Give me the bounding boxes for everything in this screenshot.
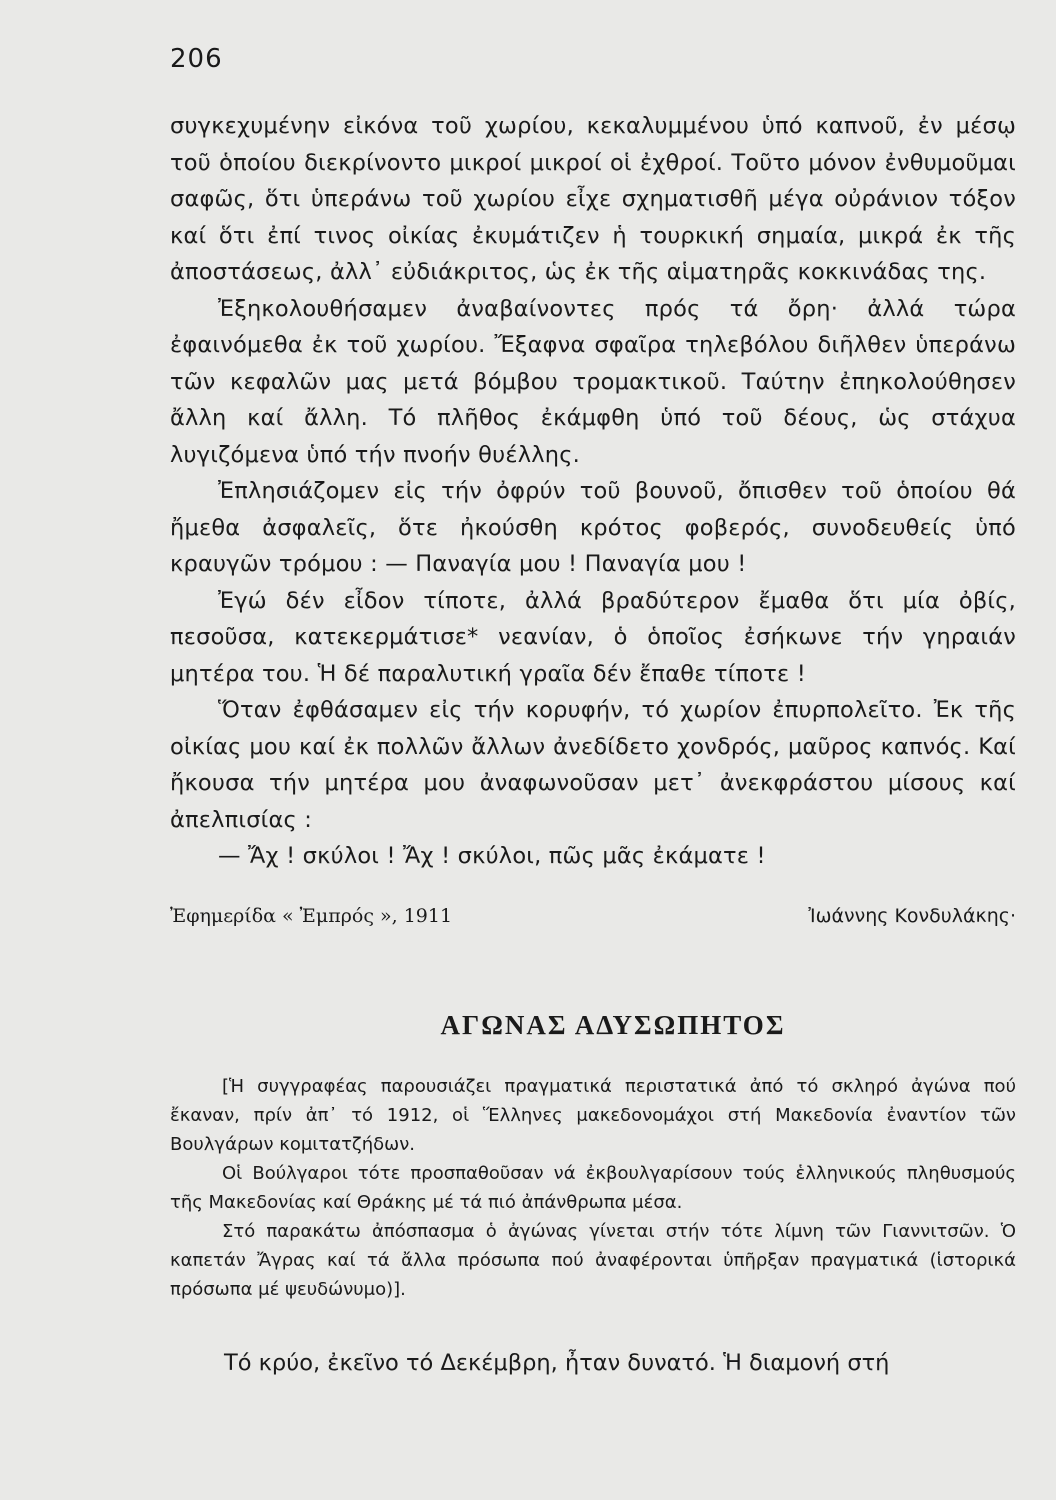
intro-paragraph-1: [Ἡ συγγραφέας παρουσιάζει πραγματικά περιστατικά ἀπό τό σκληρό ἀγώνα πού ἔκαναν, πρίν ἀπ᾽ τό 1912, οἱ Ἕλληνες μακεδονομάχοι στή Μακεδονία ἐναντίον τῶν Βουλγάρων κομιτατζήδων. bbox=[170, 1076, 1016, 1155]
page-number: 206 bbox=[170, 44, 223, 74]
paragraph-3: Ἐπλησιάζομεν εἰς τήν ὀφρύν τοῦ βουνοῦ, ὄπισθεν τοῦ ὁποίου θά ἤμεθα ἀσφαλεῖς, ὅτε ἠκούσθη κρότος φοβερός, συνοδευθείς ὑπό κραυγῶν τρόμου : — Παναγία μου ! Παναγία μου ! bbox=[170, 478, 1016, 577]
section-title: ΑΓΩΝΑΣ ΑΔΥΣΩΠΗΤΟΣ bbox=[440, 1010, 786, 1040]
attribution bbox=[170, 905, 1016, 927]
dialogue-line: — Ἄχ ! σκύλοι ! Ἄχ ! σκύλοι, πῶς μᾶς ἐκάματε ! bbox=[218, 843, 766, 869]
intro-paragraph-2: Οἱ Βούλγαροι τότε προσπαθοῦσαν νά ἐκβουλγαρίσουν τούς ἑλληνικούς πληθυσμούς τῆς Μακεδονίας καί Θράκης μέ τά πιό ἀπάνθρωπα μέσα. bbox=[170, 1163, 1016, 1213]
intro-paragraph-3: Στό παρακάτω ἀπόσπασμα ὁ ἀγώνας γίνεται στήν τότε λίμνη τῶν Γιαννιτσῶν. Ὁ καπετάν Ἄγρας καί τά ἄλλα πρόσωπα πού ἀναφέρονται ὑπῆρξαν πραγματικά (ἱστορικά πρόσωπα μέ ψευδώνυμο)]. bbox=[170, 1221, 1016, 1300]
attribution-author: Ἰωάννης Κονδυλάκης· bbox=[808, 905, 1016, 927]
story-text bbox=[170, 108, 1016, 875]
paragraph-4: Ἐγώ δέν εἶδον τίποτε, ἀλλά βραδύτερον ἔμαθα ὅτι μία ὀβίς, πεσοῦσα, κατεκερμάτισε* νεανίαν, ὁ ὁποῖος ἐσήκωνε τήν γηραιάν μητέρα του. Ἡ δέ παραλυτική γραῖα δέν ἔπαθε τίποτε ! bbox=[170, 587, 1016, 687]
attribution-source: Ἐφημερίδα « Ἐμπρός », 1911 bbox=[170, 905, 453, 927]
paragraph-1: συγκεχυμένην εἰκόνα τοῦ χωρίου, κεκαλυμμένου ὑπό καπνοῦ, ἐν μέσῳ τοῦ ὁποίου διεκρίνοντο μικροί μικροί οἱ ἐχθροί. Τοῦτο μόνον ἐνθυμοῦμαι σαφῶς, ὅτι ὑπεράνω τοῦ χωρίου εἶχε σχηματισθῆ μέγα οὐράνιον τόξον καί ὅτι ἐπί τινος οἰκίας ἐκυμάτιζεν ἡ τουρκική σημαία, μικρά ἐκ τῆς ἀποστάσεως, ἀλλ᾽ εὐδιάκριτος, ὡς ἐκ τῆς αἱματηρᾶς κοκκινάδας της. bbox=[170, 113, 1016, 285]
section-text bbox=[170, 1345, 1016, 1381]
paragraph-5: Ὅταν ἐφθάσαμεν εἰς τήν κορυφήν, τό χωρίον ἐπυρπολεῖτο. Ἐκ τῆς οἰκίας μου καί ἐκ πολλῶν ἄλλων ἀνεδίδετο χονδρός, μαῦρος καπνός. Καί ἤκουσα τήν μητέρα μου ἀναφωνοῦσαν μετ᾽ ἀνεκφράστου μίσους καί ἀπελπισίας : bbox=[170, 697, 1016, 833]
paragraph-2: Ἐξηκολουθήσαμεν ἀναβαίνοντες πρός τά ὄρη· ἀλλά τώρα ἐφαινόμεθα ἐκ τοῦ χωρίου. Ἔξαφνα σφαῖρα τηλεβόλου διῆλθεν ὑπεράνω τῶν κεφαλῶν μας μετά βόμβου τρομακτικοῦ. Ταύτην ἐπηκολούθησεν ἄλλη καί ἄλλη. Τό πλῆθος ἐκάμφθη ὑπό τοῦ δέους, ὡς στάχυα λυγιζόμενα ὑπό τήν πνοήν θυέλλης. bbox=[170, 295, 1016, 468]
closing-paragraph: Τό κρύο, ἐκεῖνο τό Δεκέμβρη, ἦταν δυνατό. Ἡ διαμονή στή bbox=[224, 1350, 890, 1376]
section-intro bbox=[170, 1072, 1016, 1304]
